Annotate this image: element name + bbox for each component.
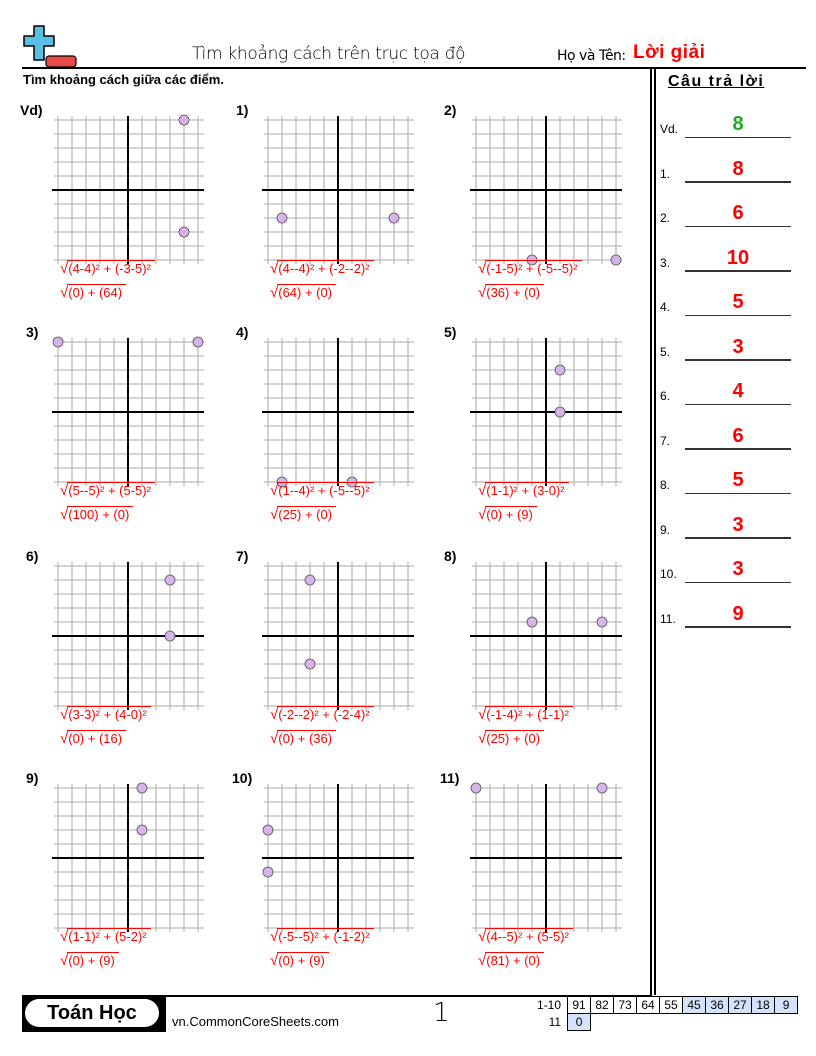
radicand: (0) + (9) bbox=[67, 952, 119, 969]
distance-formula-simplified bbox=[60, 952, 119, 969]
answer-value: 9 bbox=[732, 602, 744, 625]
sqrt-icon: √ bbox=[270, 260, 279, 277]
sqrt-icon: √ bbox=[478, 260, 487, 277]
answer-value: 8 bbox=[732, 157, 744, 180]
answer-value: 10 bbox=[726, 246, 750, 269]
answer-number: 1. bbox=[660, 166, 671, 181]
radicand: (0) + (16) bbox=[67, 730, 126, 747]
score-key-row-label: 11 bbox=[548, 1015, 562, 1029]
radicand: (4--5)² + (5-5)² bbox=[485, 928, 573, 945]
sqrt-icon: √ bbox=[60, 730, 69, 747]
answer-blank-line bbox=[685, 626, 791, 628]
plotted-point bbox=[137, 825, 147, 835]
radicand: (5--5)² + (5-5)² bbox=[67, 482, 155, 499]
score-key-cell: 64 bbox=[637, 997, 660, 1014]
score-key-row-label: 1-10 bbox=[537, 998, 562, 1012]
answer-blank-line bbox=[685, 493, 791, 495]
distance-formula-simplified bbox=[270, 730, 336, 747]
score-key-cell: 82 bbox=[591, 997, 614, 1014]
sqrt-icon: √ bbox=[478, 706, 487, 723]
plotted-point bbox=[555, 407, 565, 417]
answer-row bbox=[660, 153, 800, 183]
distance-formula bbox=[478, 928, 573, 945]
answer-row bbox=[660, 420, 800, 450]
sqrt-icon: √ bbox=[478, 952, 487, 969]
problem-label: 8) bbox=[444, 548, 457, 564]
answer-blank-line bbox=[685, 315, 791, 317]
plotted-point bbox=[527, 617, 537, 627]
sqrt-icon: √ bbox=[478, 506, 487, 523]
instructions: Tìm khoảng cách giữa các điểm. bbox=[23, 72, 224, 87]
radicand: (81) + (0) bbox=[485, 952, 544, 969]
sqrt-icon: √ bbox=[60, 952, 69, 969]
sqrt-icon: √ bbox=[478, 928, 487, 945]
header-divider bbox=[22, 67, 806, 69]
distance-formula bbox=[270, 482, 374, 499]
coordinate-grid bbox=[258, 556, 418, 716]
distance-formula bbox=[270, 928, 374, 945]
score-key-cell: 73 bbox=[614, 997, 637, 1014]
coordinate-grid bbox=[48, 556, 208, 716]
answer-number: 11. bbox=[660, 611, 676, 626]
answer-value: 6 bbox=[732, 424, 744, 447]
radicand: (25) + (0) bbox=[277, 506, 336, 523]
problem-label: 7) bbox=[236, 548, 249, 564]
problem-label: 4) bbox=[236, 324, 249, 340]
sqrt-icon: √ bbox=[478, 730, 487, 747]
sqrt-icon: √ bbox=[60, 260, 69, 277]
column-divider bbox=[654, 69, 656, 995]
distance-formula-simplified bbox=[60, 506, 133, 523]
answer-blank-line bbox=[685, 537, 791, 539]
plotted-point bbox=[305, 659, 315, 669]
radicand: (100) + (0) bbox=[67, 506, 133, 523]
score-key-cell: 55 bbox=[660, 997, 683, 1014]
answer-blank-line bbox=[685, 359, 791, 361]
sqrt-icon: √ bbox=[270, 952, 279, 969]
radicand: (-2--2)² + (-2-4)² bbox=[277, 706, 373, 723]
problem-label: 3) bbox=[26, 324, 39, 340]
plotted-point bbox=[277, 213, 287, 223]
plotted-point bbox=[471, 783, 481, 793]
distance-formula bbox=[478, 482, 569, 499]
score-key-table bbox=[533, 996, 798, 1031]
plotted-point bbox=[597, 617, 607, 627]
answer-row bbox=[660, 464, 800, 494]
radicand: (0) + (64) bbox=[67, 284, 126, 301]
plotted-point bbox=[263, 825, 273, 835]
score-key-cell: 91 bbox=[568, 997, 591, 1014]
score-key-cell: 36 bbox=[706, 997, 729, 1014]
answer-value: 3 bbox=[732, 558, 744, 580]
answer-row bbox=[660, 108, 800, 138]
footer-site-link[interactable]: vn.CommonCoreSheets.com bbox=[172, 1014, 339, 1029]
plotted-point bbox=[305, 575, 315, 585]
answer-number: 3. bbox=[660, 255, 671, 270]
distance-formula-simplified bbox=[270, 952, 329, 969]
answer-number: 4. bbox=[660, 300, 671, 314]
plotted-point bbox=[193, 337, 203, 347]
plotted-point bbox=[389, 213, 399, 223]
sqrt-icon: √ bbox=[478, 482, 487, 499]
coordinate-grid bbox=[48, 110, 208, 270]
page-title: Tìm khoảng cách trên trục tọa độ bbox=[192, 44, 466, 64]
coordinate-grid bbox=[466, 110, 626, 270]
radicand: (-1-4)² + (1-1)² bbox=[485, 706, 573, 723]
coordinate-grid bbox=[258, 332, 418, 492]
problem-label: 10) bbox=[232, 770, 253, 786]
answer-row bbox=[660, 553, 800, 583]
distance-formula-simplified bbox=[478, 730, 544, 747]
score-key-cell: 18 bbox=[752, 997, 775, 1014]
problem-label: Vd) bbox=[20, 102, 43, 118]
problem-label: 2) bbox=[444, 102, 457, 118]
page-number: 1 bbox=[433, 998, 450, 1028]
distance-formula bbox=[60, 482, 155, 499]
plotted-point bbox=[137, 783, 147, 793]
answer-number: 5. bbox=[660, 344, 671, 359]
footer-brand: Toán Học bbox=[25, 999, 159, 1027]
answer-number: 2. bbox=[660, 211, 671, 225]
radicand: (1--4)² + (-5--5)² bbox=[277, 482, 373, 499]
answer-number: 10. bbox=[660, 567, 677, 581]
answer-row bbox=[660, 197, 800, 227]
distance-formula bbox=[60, 928, 151, 945]
radicand: (0) + (9) bbox=[277, 952, 329, 969]
answer-number: 7. bbox=[660, 433, 671, 448]
distance-formula bbox=[270, 260, 374, 277]
radicand: (4-4)² + (-3-5)² bbox=[67, 260, 155, 277]
radicand: (-5--5)² + (-1-2)² bbox=[277, 928, 373, 945]
sqrt-icon: √ bbox=[478, 284, 487, 301]
distance-formula bbox=[478, 706, 573, 723]
plotted-point bbox=[165, 631, 175, 641]
answer-number: 9. bbox=[660, 522, 671, 537]
distance-formula-simplified bbox=[270, 506, 336, 523]
answer-blank-line bbox=[685, 448, 791, 450]
name-value: Lời giải bbox=[633, 42, 706, 63]
distance-formula-simplified bbox=[478, 284, 544, 301]
plotted-point bbox=[53, 337, 63, 347]
plotted-point bbox=[179, 227, 189, 237]
answer-value: 6 bbox=[732, 202, 744, 224]
answer-value: 8 bbox=[732, 113, 744, 135]
coordinate-grid bbox=[48, 332, 208, 492]
answer-row bbox=[660, 509, 800, 539]
distance-formula-simplified bbox=[60, 284, 126, 301]
answer-value: 3 bbox=[732, 513, 744, 536]
problem-label: 6) bbox=[26, 548, 39, 564]
score-key-cell: 27 bbox=[729, 997, 752, 1014]
radicand: (0) + (36) bbox=[277, 730, 336, 747]
answers-header: Câu trả lời bbox=[668, 73, 765, 90]
radicand: (4--4)² + (-2--2)² bbox=[277, 260, 373, 277]
distance-formula bbox=[270, 706, 374, 723]
answer-value: 4 bbox=[732, 380, 744, 402]
sqrt-icon: √ bbox=[60, 284, 69, 301]
sqrt-icon: √ bbox=[270, 506, 279, 523]
score-key-cell: 45 bbox=[683, 997, 706, 1014]
problem-label: 11) bbox=[440, 770, 460, 786]
sqrt-icon: √ bbox=[270, 730, 279, 747]
radicand: (1-1)² + (5-2)² bbox=[67, 928, 150, 945]
plotted-point bbox=[179, 115, 189, 125]
problem-label: 9) bbox=[26, 770, 39, 786]
answer-blank-line bbox=[685, 181, 791, 183]
answer-blank-line bbox=[685, 582, 791, 584]
coordinate-grid bbox=[466, 332, 626, 492]
radicand: (0) + (9) bbox=[485, 506, 537, 523]
distance-formula-simplified bbox=[60, 730, 126, 747]
sqrt-icon: √ bbox=[60, 928, 69, 945]
radicand: (25) + (0) bbox=[485, 730, 544, 747]
plotted-point bbox=[165, 575, 175, 585]
answer-value: 3 bbox=[732, 335, 744, 358]
answer-value: 5 bbox=[732, 291, 744, 313]
name-label: Họ và Tên: bbox=[557, 48, 626, 64]
plotted-point bbox=[555, 365, 565, 375]
answer-blank-line bbox=[685, 137, 791, 139]
sqrt-icon: √ bbox=[60, 706, 69, 723]
answer-row bbox=[660, 242, 800, 272]
answer-row bbox=[660, 286, 800, 316]
plotted-point bbox=[263, 867, 273, 877]
coordinate-grid bbox=[258, 110, 418, 270]
sqrt-icon: √ bbox=[60, 482, 69, 499]
plotted-point bbox=[611, 255, 621, 265]
distance-formula bbox=[60, 260, 155, 277]
answer-row bbox=[660, 331, 800, 361]
radicand: (36) + (0) bbox=[485, 284, 544, 301]
answer-value: 5 bbox=[732, 469, 744, 491]
coordinate-grid bbox=[258, 778, 418, 938]
plotted-point bbox=[597, 783, 607, 793]
answer-blank-line bbox=[685, 404, 791, 406]
answer-number: Vd. bbox=[660, 122, 679, 136]
problem-label: 1) bbox=[236, 102, 249, 118]
distance-formula-simplified bbox=[478, 506, 537, 523]
answer-number: 8. bbox=[660, 478, 671, 492]
coordinate-grid bbox=[48, 778, 208, 938]
distance-formula-simplified bbox=[270, 284, 336, 301]
radicand: (3-3)² + (4-0)² bbox=[67, 706, 150, 723]
answer-blank-line bbox=[685, 226, 791, 228]
radicand: (-1-5)² + (-5--5)² bbox=[485, 260, 581, 277]
sqrt-icon: √ bbox=[270, 482, 279, 499]
column-divider bbox=[650, 69, 652, 995]
sqrt-icon: √ bbox=[270, 928, 279, 945]
answer-number: 6. bbox=[660, 389, 671, 403]
plus-minus-logo-icon bbox=[22, 24, 80, 68]
answer-row bbox=[660, 375, 800, 405]
radicand: (64) + (0) bbox=[277, 284, 336, 301]
sqrt-icon: √ bbox=[270, 284, 279, 301]
radicand: (1-1)² + (3-0)² bbox=[485, 482, 568, 499]
problem-label: 5) bbox=[444, 324, 457, 340]
distance-formula bbox=[478, 260, 582, 277]
coordinate-grid bbox=[466, 778, 626, 938]
coordinate-grid bbox=[466, 556, 626, 716]
score-key-cell: 0 bbox=[568, 1014, 591, 1031]
sqrt-icon: √ bbox=[270, 706, 279, 723]
distance-formula bbox=[60, 706, 151, 723]
distance-formula-simplified bbox=[478, 952, 544, 969]
sqrt-icon: √ bbox=[60, 506, 69, 523]
score-key-cell: 9 bbox=[775, 997, 798, 1014]
answer-row bbox=[660, 598, 800, 628]
answer-blank-line bbox=[685, 270, 791, 272]
